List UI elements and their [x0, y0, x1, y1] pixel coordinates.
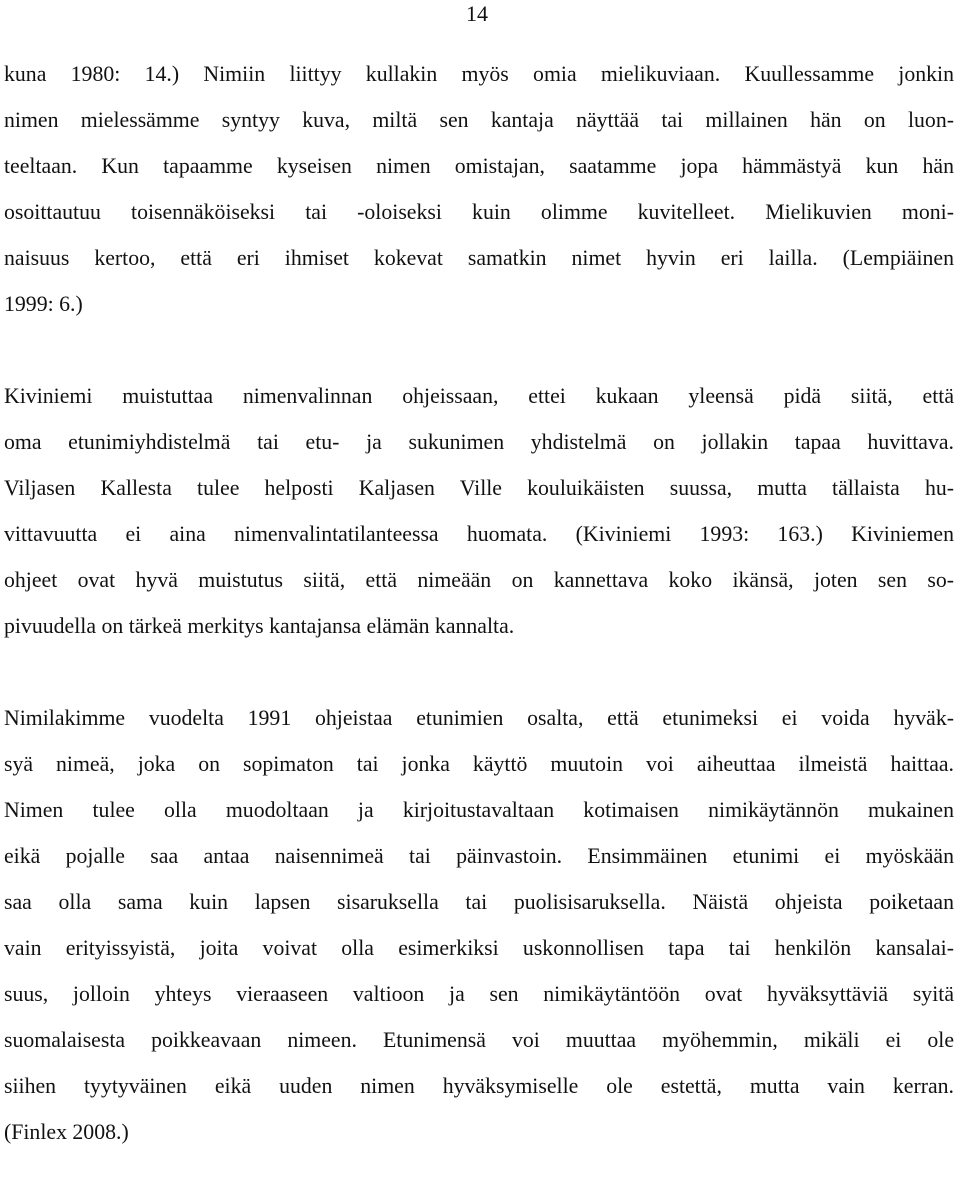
text-line: saa olla sama kuin lapsen sisaruksella tai puolisisaruksella. Näistä ohjeista poiketaan: [4, 890, 954, 914]
text-line: Viljasen Kallesta tulee helposti Kaljasen Ville kouluikäisten suussa, mutta tällaista hu-: [4, 476, 954, 500]
text-line: Nimilakimme vuodelta 1991 ohjeistaa etunimien osalta, että etunimeksi ei voida hyväk-: [4, 706, 954, 730]
text-line: (Finlex 2008.): [4, 1120, 129, 1144]
text-line: osoittautuu toisennäköiseksi tai -oloiseksi kuin olimme kuvitelleet. Mielikuvien moni-: [4, 200, 954, 224]
paragraph-3: [4, 695, 954, 1155]
text-line: ohjeet ovat hyvä muistutus siitä, että nimeään on kannettava koko ikänsä, joten sen so-: [4, 568, 954, 592]
paragraph-2: [4, 373, 954, 649]
text-line: nimen mielessämme syntyy kuva, miltä sen kantaja näyttää tai millainen hän on luon-: [4, 108, 954, 132]
text-line: naisuus kertoo, että eri ihmiset kokevat samatkin nimet hyvin eri lailla. (Lempiäinen: [4, 246, 954, 270]
paragraph-1: [4, 51, 954, 327]
text-line: siihen tyytyväinen eikä uuden nimen hyväksymiselle ole estettä, mutta vain kerran.: [4, 1074, 954, 1098]
document-body: [4, 51, 954, 1201]
text-line: oma etunimiyhdistelmä tai etu- ja sukunimen yhdistelmä on jollakin tapaa huvittava.: [4, 430, 954, 454]
text-line: pivuudella on tärkeä merkitys kantajansa elämän kannalta.: [4, 614, 515, 638]
text-line: vain erityissyistä, joita voivat olla esimerkiksi uskonnollisen tapa tai henkilön kansalai-: [4, 936, 954, 960]
text-line: kuna 1980: 14.) Nimiin liittyy kullakin myös omia mielikuviaan. Kuullessamme jonkin: [4, 62, 954, 86]
text-line: Kiviniemi muistuttaa nimenvalinnan ohjeissaan, ettei kukaan yleensä pidä siitä, että: [4, 384, 954, 408]
page-number: 14: [466, 1, 488, 26]
text-line: Nimen tulee olla muodoltaan ja kirjoitustavaltaan kotimaisen nimikäytännön mukainen: [4, 798, 954, 822]
text-line: suus, jolloin yhteys vieraaseen valtioon ja sen nimikäytäntöön ovat hyväksyttäviä syitä: [4, 982, 954, 1006]
text-line: vittavuutta ei aina nimenvalintatilanteessa huomata. (Kiviniemi 1993: 163.) Kiviniemen: [4, 522, 954, 546]
text-line: teeltaan. Kun tapaamme kyseisen nimen omistajan, saatamme jopa hämmästyä kun hän: [4, 154, 954, 178]
text-line: syä nimeä, joka on sopimaton tai jonka käyttö muutoin voi aiheuttaa ilmeistä haittaa.: [4, 752, 954, 776]
text-line: 1999: 6.): [4, 292, 83, 316]
text-line: suomalaisesta poikkeavaan nimeen. Etunimensä voi muuttaa myöhemmin, mikäli ei ole: [4, 1028, 954, 1052]
text-line: eikä pojalle saa antaa naisennimeä tai päinvastoin. Ensimmäinen etunimi ei myöskään: [4, 844, 954, 868]
